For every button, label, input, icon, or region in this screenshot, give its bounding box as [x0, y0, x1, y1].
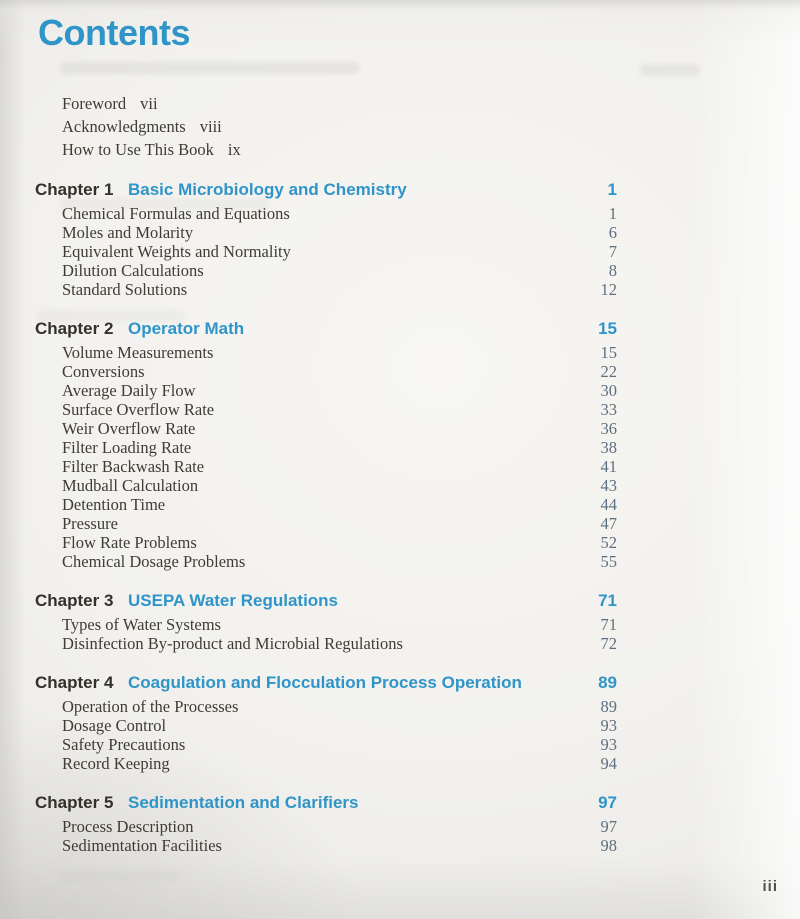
chapter-page-number: 89 [598, 673, 617, 692]
section-title: Equivalent Weights and Normality [62, 242, 291, 261]
section-page-number: 7 [608, 242, 617, 261]
chapter-page-number: 71 [598, 591, 617, 610]
section-page-number: 98 [600, 836, 617, 855]
section-row [62, 242, 617, 261]
section-row [62, 514, 617, 533]
front-matter-item [62, 138, 800, 161]
section-row [62, 615, 617, 634]
section-page-number: 55 [600, 552, 617, 571]
section-title: Chemical Formulas and Equations [62, 204, 290, 223]
section-row [62, 533, 617, 552]
section-row [62, 457, 617, 476]
section-row [62, 495, 617, 514]
section-page-number: 47 [600, 514, 617, 533]
section-title: Volume Measurements [62, 343, 214, 362]
section-title: Flow Rate Problems [62, 533, 197, 552]
chapter-block [35, 791, 617, 855]
chapter-heading [35, 791, 617, 815]
front-matter-label: Acknowledgments [62, 117, 186, 136]
section-page-number: 8 [608, 261, 617, 280]
chapter-title: Sedimentation and Clarifiers [128, 793, 359, 812]
chapter-block [35, 589, 617, 653]
section-page-number: 97 [600, 817, 617, 836]
section-title: Standard Solutions [62, 280, 188, 299]
section-page-number: 52 [600, 533, 617, 552]
section-page-number: 41 [600, 457, 617, 476]
section-row [62, 204, 617, 223]
front-matter-page-number: viii [199, 117, 222, 136]
section-title: Weir Overflow Rate [62, 419, 196, 438]
section-page-number: 1 [608, 204, 617, 223]
section-row [62, 223, 617, 242]
section-row [62, 476, 617, 495]
section-row [62, 261, 617, 280]
chapter-page-number: 97 [598, 793, 617, 812]
section-row [62, 817, 617, 836]
chapter-title: Coagulation and Flocculation Process Operation [128, 673, 522, 692]
section-page-number: 89 [600, 697, 617, 716]
section-page-number: 22 [600, 362, 617, 381]
chapter-block [35, 317, 617, 571]
section-row [62, 716, 617, 735]
section-title: Mudball Calculation [62, 476, 199, 495]
section-title: Moles and Molarity [62, 223, 194, 242]
chapter-block [35, 671, 617, 773]
chapter-label: Chapter 5 [35, 793, 114, 812]
section-list [62, 817, 617, 855]
section-page-number: 33 [600, 400, 617, 419]
front-matter-label: Foreword [62, 94, 127, 113]
section-title: Sedimentation Facilities [62, 836, 222, 855]
section-title: Filter Loading Rate [62, 438, 192, 457]
section-title: Types of Water Systems [62, 615, 221, 634]
section-row [62, 343, 617, 362]
section-page-number: 6 [608, 223, 617, 242]
section-row [62, 381, 617, 400]
section-title: Record Keeping [62, 754, 170, 773]
section-page-number: 93 [600, 735, 617, 754]
section-page-number: 43 [600, 476, 617, 495]
showthrough-artifact [640, 64, 700, 76]
chapter-label: Chapter 3 [35, 591, 114, 610]
section-title: Surface Overflow Rate [62, 400, 215, 419]
chapter-label: Chapter 2 [35, 319, 114, 338]
section-page-number: 38 [600, 438, 617, 457]
section-title: Disinfection By-product and Microbial Regulations [62, 634, 403, 653]
section-title: Process Description [62, 817, 194, 836]
section-page-number: 44 [600, 495, 617, 514]
section-title: Conversions [62, 362, 145, 381]
chapter-heading [35, 589, 617, 613]
section-row [62, 754, 617, 773]
chapter-page-number: 15 [598, 319, 617, 338]
section-title: Chemical Dosage Problems [62, 552, 246, 571]
section-row [62, 735, 617, 754]
chapter-page-number: 1 [607, 180, 617, 199]
page-title: Contents [38, 12, 190, 53]
chapter-title: Operator Math [128, 319, 245, 338]
section-row [62, 280, 617, 299]
front-matter-page-number: ix [227, 140, 241, 159]
chapter-heading [35, 671, 617, 695]
section-page-number: 71 [600, 615, 617, 634]
section-page-number: 94 [600, 754, 617, 773]
section-title: Detention Time [62, 495, 166, 514]
section-page-number: 36 [600, 419, 617, 438]
chapter-list [35, 178, 617, 855]
section-list [62, 204, 617, 299]
section-page-number: 93 [600, 716, 617, 735]
section-title: Filter Backwash Rate [62, 457, 205, 476]
section-row [62, 634, 617, 653]
section-row [62, 438, 617, 457]
section-title: Operation of the Processes [62, 697, 239, 716]
section-title: Safety Precautions [62, 735, 186, 754]
section-page-number: 30 [600, 381, 617, 400]
chapter-title: USEPA Water Regulations [128, 591, 339, 610]
chapter-title: Basic Microbiology and Chemistry [128, 180, 407, 199]
section-page-number: 72 [600, 634, 617, 653]
section-title: Pressure [62, 514, 118, 533]
chapter-label: Chapter 4 [35, 673, 114, 692]
section-row [62, 362, 617, 381]
section-title: Dosage Control [62, 716, 167, 735]
front-matter-page-number: vii [140, 94, 158, 113]
front-matter-item [62, 115, 800, 138]
section-list [62, 615, 617, 653]
front-matter-list [62, 92, 800, 161]
chapter-heading [35, 178, 617, 202]
section-row [62, 419, 617, 438]
chapter-block [35, 178, 617, 299]
section-row [62, 400, 617, 419]
section-row [62, 552, 617, 571]
section-list [62, 697, 617, 773]
chapter-heading [35, 317, 617, 341]
showthrough-artifact [60, 62, 360, 74]
section-row [62, 697, 617, 716]
section-row [62, 836, 617, 855]
section-title: Dilution Calculations [62, 261, 204, 280]
page-number-folio: iii [762, 878, 778, 895]
chapter-label: Chapter 1 [35, 180, 114, 199]
section-page-number: 15 [600, 343, 617, 362]
front-matter-label: How to Use This Book [62, 140, 214, 159]
section-page-number: 12 [600, 280, 617, 299]
section-title: Average Daily Flow [62, 381, 196, 400]
section-list [62, 343, 617, 571]
showthrough-artifact [60, 870, 180, 882]
front-matter-item [62, 92, 800, 115]
